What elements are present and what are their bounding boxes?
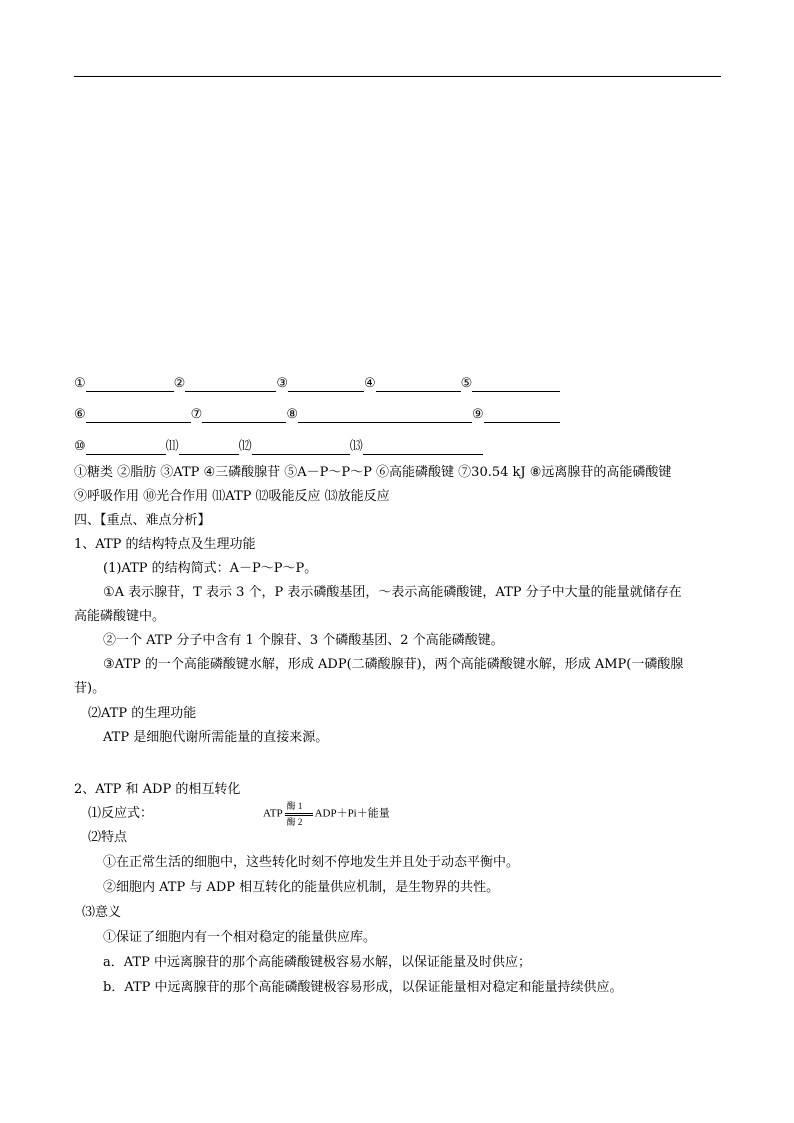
- answers-line-1: ①糖类 ②脂肪 ③ATP ④三磷酸腺苷 ⑤A－P～P～P ⑥高能磷酸键 ⑦30.54 kJ ⑧远离腺苷的高能磷酸键: [74, 465, 672, 480]
- blank-field[interactable]: [202, 408, 286, 423]
- eq-right: ADP＋Pi＋能量: [314, 807, 390, 820]
- blank-field[interactable]: [484, 408, 560, 423]
- part1-title: 1、ATP 的结构特点及生理功能: [74, 537, 256, 552]
- blanks-row-2: [74, 407, 560, 423]
- blank-field[interactable]: [252, 440, 350, 455]
- part2-sub2: ⑵特点: [88, 830, 128, 845]
- blank-field[interactable]: [86, 440, 166, 455]
- eq-left: ATP: [263, 807, 283, 820]
- blank-field[interactable]: [472, 377, 560, 392]
- blank-label: ⑿: [238, 439, 252, 454]
- reversible-arrow: [285, 800, 313, 828]
- part2-title: 2、ATP 和 ADP 的相互转化: [74, 782, 241, 797]
- part1-p1a: ①A 表示腺苷，T 表示 3 个，P 表示磷酸基团，～表示高能磷酸键，ATP 分子中大量的能量就储存在: [103, 585, 682, 600]
- blank-field[interactable]: [86, 377, 174, 392]
- blank-label: ⒀: [349, 439, 363, 454]
- blank-field[interactable]: [298, 408, 472, 423]
- blank-label: ⑩: [74, 439, 86, 454]
- blank-field[interactable]: [185, 377, 276, 392]
- part1-sub2: ⑵ATP 的生理功能: [88, 706, 197, 721]
- part2-p4: a．ATP 中远离腺苷的那个高能磷酸键极容易水解，以保证能量及时供应；: [103, 955, 531, 970]
- answers-line-2: ⑨呼吸作用 ⑩光合作用 ⑾ATP ⑿吸能反应 ⒀放能反应: [74, 489, 390, 504]
- blanks-row-1: [74, 376, 560, 392]
- blank-label: ⑥: [74, 407, 86, 422]
- part1-p3b: 苷)。: [74, 681, 106, 696]
- blank-label: ⑨: [471, 407, 484, 422]
- blank-label: ①: [74, 376, 86, 391]
- blank-label: ⑧: [286, 407, 298, 422]
- eq-bottom: 酶 2: [286, 817, 303, 827]
- blank-label: ⑤: [460, 376, 473, 391]
- part2-p2: ②细胞内 ATP 与 ADP 相互转化的能量供应机制，是生物界的共性。: [103, 880, 500, 895]
- blank-field[interactable]: [288, 377, 364, 392]
- blank-label: ②: [173, 376, 186, 391]
- section-heading: 四、【重点、难点分析】: [74, 513, 211, 528]
- blank-label: ③: [276, 376, 288, 391]
- reaction-equation: [263, 800, 390, 828]
- blank-field[interactable]: [363, 440, 483, 455]
- blank-label: ④: [363, 376, 376, 391]
- blanks-row-3: [74, 439, 483, 455]
- part2-sub3: ⑶意义: [82, 905, 122, 920]
- part1-p4: ATP 是细胞代谢所需能量的直接来源。: [103, 730, 329, 745]
- blank-field[interactable]: [86, 408, 191, 423]
- part2-p5: b．ATP 中远离腺苷的那个高能磷酸键极容易形成，以保证能量相对稳定和能量持续供应。: [103, 980, 623, 995]
- part1-p2: ②一个 ATP 分子中含有 1 个腺苷、3 个磷酸基团、2 个高能磷酸键。: [103, 633, 504, 648]
- part2-p1: ①在正常生活的细胞中，这些转化时刻不停地发生并且处于动态平衡中。: [103, 855, 520, 870]
- blank-field[interactable]: [376, 377, 461, 392]
- part1-p1b: 高能磷酸键中。: [74, 609, 166, 624]
- blank-field[interactable]: [179, 440, 239, 455]
- part2-p3: ①保证了细胞内有一个相对稳定的能量供应库。: [103, 930, 377, 945]
- eq-top: 酶 1: [286, 801, 303, 811]
- header-rule: [74, 76, 721, 77]
- blank-label: ⑾: [165, 439, 179, 454]
- part2-sub1: ⑴反应式：: [88, 806, 154, 821]
- part1-sub1: (1)ATP 的结构简式：A－P～P～P。: [103, 561, 318, 576]
- blank-label: ⑦: [190, 407, 203, 422]
- part1-p3a: ③ATP 的一个高能磷酸键水解，形成 ADP(二磷酸腺苷)，两个高能磷酸键水解，形成 AMP(一磷酸腺: [103, 657, 684, 672]
